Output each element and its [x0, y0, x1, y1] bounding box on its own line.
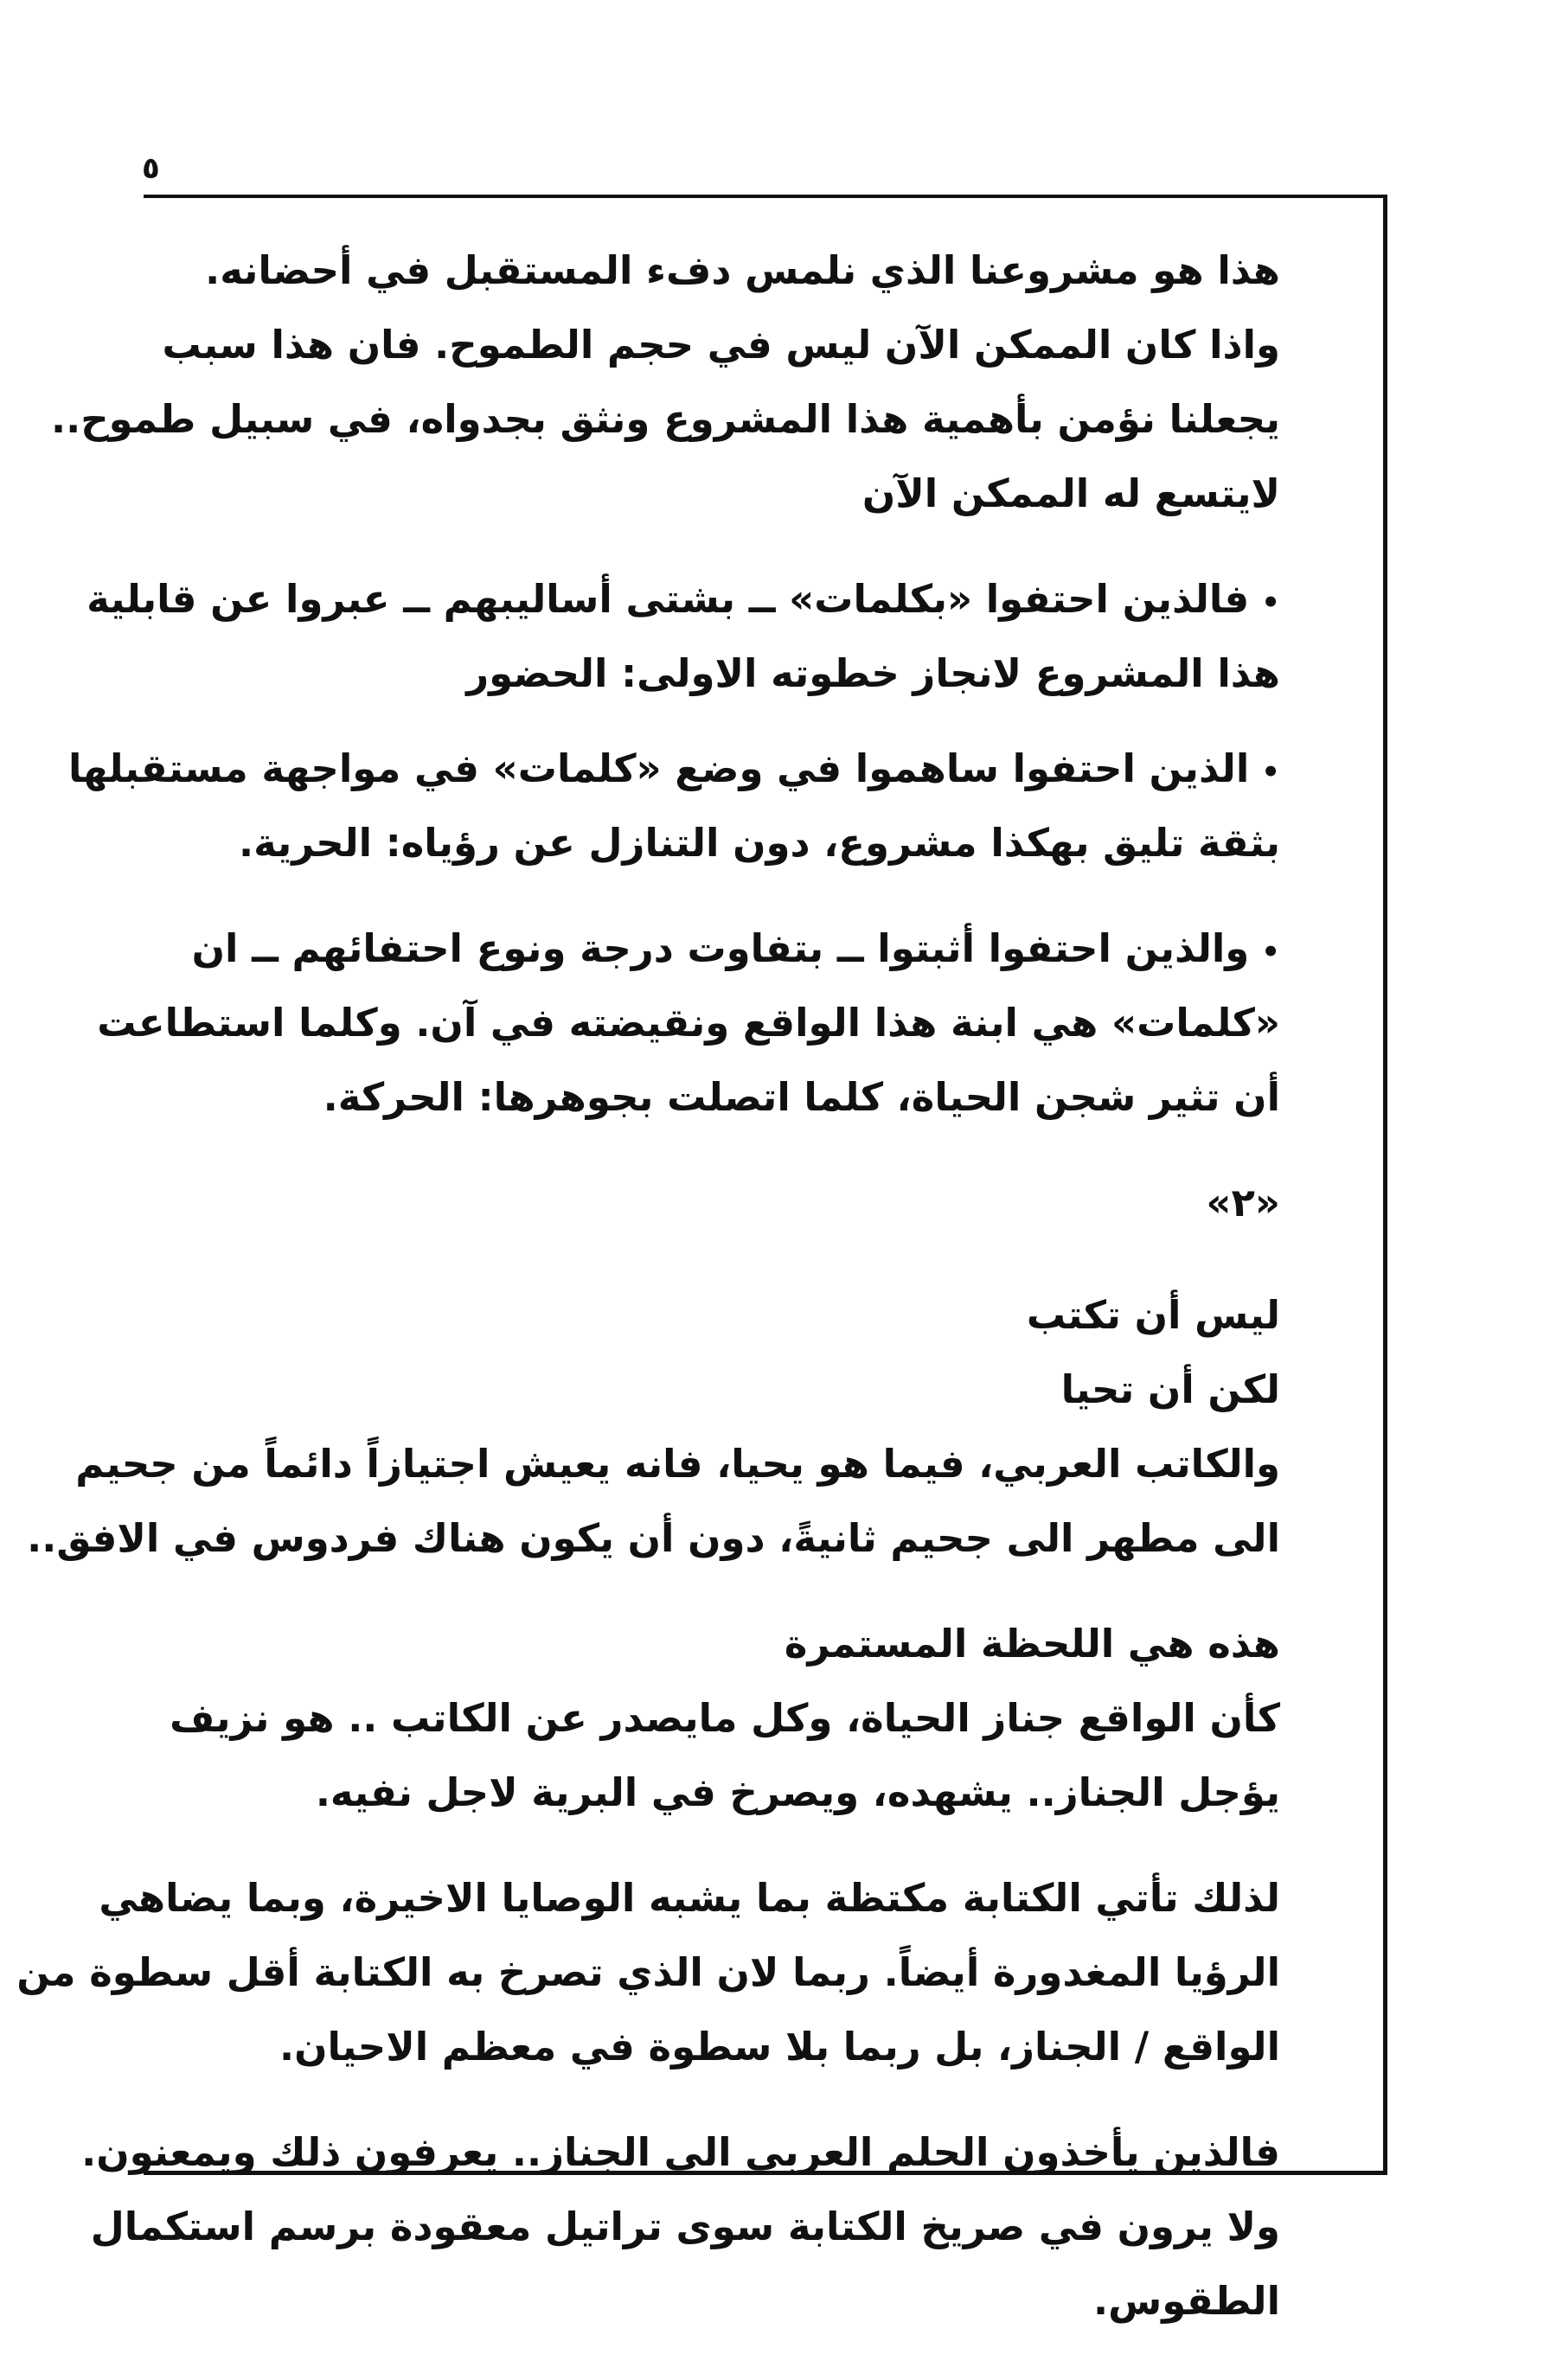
text-line: ولا يرون في صريخ الكتابة سوى تراتيل معقودة برسم استكمال: [90, 2204, 1280, 2249]
bullet-icon: •: [1261, 585, 1280, 620]
text-line: يؤجل الجناز.. يشهده، ويصرخ في البرية لاجل نفيه.: [315, 1769, 1280, 1815]
section-number: «٢»: [1206, 1180, 1280, 1225]
text-line: الواقع / الجناز، بل ربما بلا سطوة في معظم الاحيان.: [279, 2024, 1280, 2070]
paragraph-intro: [51, 234, 1280, 531]
text-line: هذا المشروع لانجاز خطوته الاولى: الحضور: [466, 650, 1280, 696]
text-line: لذلك تأتي الكتابة مكتظة بما يشبه الوصايا الاخيرة، وبما يضاهي: [99, 1875, 1280, 1921]
bullet-item-presence: [86, 562, 1280, 711]
text-line: [67, 732, 1280, 806]
text-line: كأن الواقع جناز الحياة، وكل مايصدر عن الكاتب .. هو نزيف: [170, 1695, 1280, 1741]
bullet-icon: •: [1261, 755, 1280, 790]
text-line: الى مطهر الى جحيم ثانيةً، دون أن يكون هناك فردوس في الافق..: [27, 1515, 1280, 1561]
text-line: الرؤيا المغدورة أيضاً. ربما لان الذي تصرخ به الكتابة أقل سطوة من: [16, 1949, 1280, 1995]
text-line: لكن أن تحيا: [1060, 1366, 1280, 1412]
text-line: الطقوس.: [1093, 2278, 1280, 2324]
text-line: «كلمات» هي ابنة هذا الواقع ونقيضته في آن. وكلما استطاعت: [97, 1000, 1280, 1046]
paragraph-continuous-moment: [170, 1607, 1280, 1830]
text-line: [86, 562, 1280, 637]
paragraph-write-live: [27, 1278, 1280, 1576]
paragraph-arab-dream: [81, 2115, 1280, 2338]
paragraph-writing-testaments: [16, 1861, 1280, 2084]
text-line: لايتسع له الممكن الآن: [861, 470, 1280, 516]
bullet-text: فالذين احتفوا «بكلمات» ــ بشتى أساليبهم ــ عبروا عن قابلية: [86, 576, 1250, 622]
text-line: بثقة تليق بهكذا مشروع، دون التنازل عن رؤياه: الحرية.: [239, 820, 1280, 866]
text-line: [191, 912, 1280, 986]
text-line: واذا كان الممكن الآن ليس في حجم الطموح. فان هذا سبب: [162, 322, 1280, 368]
bullet-icon: •: [1261, 935, 1280, 969]
bullet-item-movement: [97, 912, 1280, 1135]
text-line: هذا هو مشروعنا الذي نلمس دفء المستقبل في أحضانه.: [205, 247, 1280, 293]
bullet-text: الذين احتفوا ساهموا في وضع «كلمات» في مواجهة مستقبلها: [67, 745, 1250, 791]
page-number: ٥: [142, 151, 160, 186]
bullet-item-freedom: [67, 732, 1280, 880]
text-line: هذه هي اللحظة المستمرة: [784, 1621, 1280, 1667]
text-line: والكاتب العربي، فيما هو يحيا، فانه يعيش اجتيازاً دائماً من جحيم: [75, 1441, 1280, 1487]
text-line: ليس أن تكتب: [1026, 1292, 1280, 1338]
text-line: فالذين يأخذون الحلم العربي الى الجناز.. يعرفون ذلك ويمعنون.: [81, 2129, 1280, 2175]
text-line: يجعلنا نؤمن بأهمية هذا المشروع ونثق بجدواه، في سبيل طموح..: [51, 396, 1280, 442]
page-body: [16, 234, 1280, 2338]
bullet-text: والذين احتفوا أثبتوا ــ بتفاوت درجة ونوع احتفائهم ــ ان: [191, 925, 1250, 971]
text-line: أن تثير شجن الحياة، كلما اتصلت بجوهرها: الحركة.: [323, 1074, 1280, 1120]
